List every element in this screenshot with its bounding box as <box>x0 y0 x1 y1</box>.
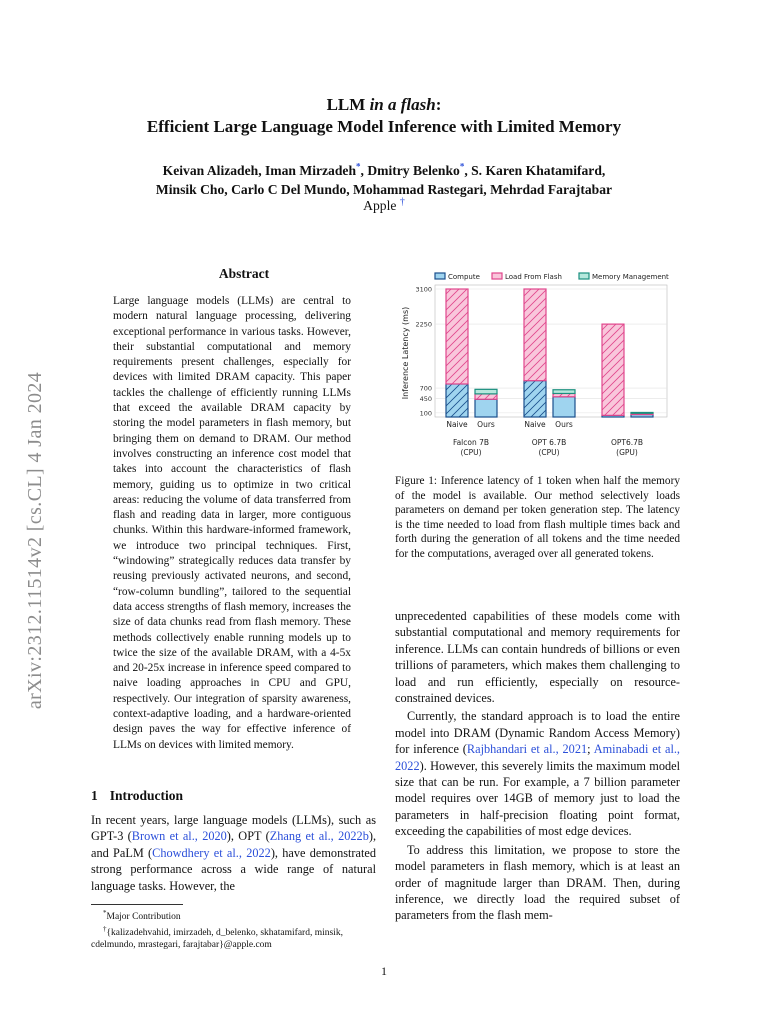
bar-label: Naive <box>524 420 546 429</box>
abstract-body: Large language models (LLMs) are central to modern natural language processing, delivering exceptional performance in various tasks. However, their substantial computational and memory requirements present challenges, especially for devices with limited DRAM capacity. This paper tackles the challenge of efficiently running LLMs that exceed the available DRAM capacity by storing the model parameters in flash memory, but bringing them on demand to DRAM. Our method involves constructing an inference cost model that takes into account the characteristics of flash memory, guiding us to optimize in two critical areas: reducing the volume of data transferred from flash and reading data in larger, more contiguous chunks. Within this hardware-informed framework, we introduce two principal techniques. First, “windowing” strategically reduces data transfer by reusing previously activated neurons, and second, “row-column bundling”, tailored to the sequential data access strengths of flash memory, increases the size of data chunks read from flash memory. These methods collectively enable running models up to twice the size of the available DRAM, with a 4-5x and 20-25x increase in inference speed compared to naive loading approaches in CPU and GPU, respectively. Our integration of sparsity awareness, context-adaptive loading, and a hardware-oriented design paves the way for effective inference of LLMs on devices with limited memory. <box>113 295 351 751</box>
bar-label: Ours <box>555 420 573 429</box>
footnotes <box>91 907 376 951</box>
title-italic: in a flash <box>369 95 436 114</box>
footnote-rule <box>91 904 183 905</box>
figure-1 <box>395 265 685 465</box>
legend-label: Load From Flash <box>505 273 562 281</box>
paragraph: To address this limitation, we propose to store the model parameters in flash memory, which is at least an order of magnitude larger than DRAM. Then, during inference, we directly load the required subset of parameters from the flash mem- <box>395 842 680 923</box>
arxiv-id: arXiv:2312.11514v2 [cs.CL] 4 Jan 2024 <box>24 371 47 709</box>
author-list: Keivan Alizadeh, Iman Mirzadeh*, Dmitry Belenko*, S. Karen Khatamifard, Minsik Cho, Carlo C Del Mundo, Mohammad Rastegari, Mehrdad Farajtabar <box>155 161 613 197</box>
y-tick-label: 450 <box>419 394 432 403</box>
paragraph: unprecedented capabilities of these models come with substantial computational and memory requirements for inference. LLMs can contain hundreds of billions or even trillions of parameters, which makes them challenging to load and run efficiently, especially on resource-constrained devices. <box>395 609 680 706</box>
title-colon: : <box>435 95 442 114</box>
group-label: OPT 6.7B <box>531 438 567 447</box>
legend-swatch <box>492 273 502 279</box>
group-label-device: (CPU) <box>538 448 560 457</box>
footnote-2: †{kalizadehvahid, imirzadeh, d_belenko, skhatamifard, minsik, cdelmundo, mrastegari, farajtabar}@apple.com <box>91 925 343 951</box>
y-tick-label: 700 <box>419 384 432 393</box>
citation-link[interactable]: Aminabadi et al., 2022 <box>395 742 681 773</box>
bar-segment-load-from-flash <box>475 394 497 399</box>
citation-link[interactable]: Chowdhery et al., 2022 <box>152 845 271 860</box>
group-label: OPT6.7B <box>610 438 644 447</box>
bar-segment-load-from-flash <box>524 289 546 381</box>
footnote-1: *Major Contribution <box>103 909 181 923</box>
bar-segment-load-from-flash <box>602 324 624 415</box>
section-number: 1 <box>91 788 98 803</box>
group-label: Falcon 7B <box>452 438 490 447</box>
legend-label: Memory Management <box>592 273 669 281</box>
legend-swatch <box>579 273 589 279</box>
bar-segment-compute <box>475 399 497 417</box>
title-line2: Efficient Large Language Model Inference with Limited Memory <box>146 117 622 136</box>
bar-segment-load-from-flash <box>446 289 468 384</box>
y-tick-label: 3100 <box>415 285 432 294</box>
bar-segment-compute <box>446 384 468 417</box>
paragraph: Currently, the standard approach is to load the entire model into DRAM (Dynamic Random Access Memory) for inference (Rajbhandari et al., 2021; Aminabadi et al., 2022). However, this severely limits the maximum model size that can be run. For example, a 7 billion parameter model requires over 14GB of memory just to load the parameters in half-precision floating point format, exceeding the capabilities of most edge devices. <box>395 709 681 839</box>
y-tick-label: 100 <box>419 409 432 418</box>
affiliation-name: Apple <box>363 198 397 213</box>
arxiv-stamp <box>12 330 60 750</box>
citation-link[interactable]: Zhang et al., 2022b <box>269 829 369 844</box>
author-keivan: Keivan Alizadeh <box>162 163 259 178</box>
plot-frame <box>435 285 667 417</box>
bar-label: Naive <box>446 420 468 429</box>
page-number: 1 <box>381 964 387 978</box>
contribution-mark: * <box>356 161 361 172</box>
right-column-text <box>395 608 680 924</box>
bar-segment-memory-management <box>475 389 497 394</box>
section-title: Introduction <box>109 788 184 803</box>
paper-title <box>0 94 768 138</box>
legend-label: Compute <box>448 273 480 281</box>
citation-link[interactable]: Brown et al., 2020 <box>131 829 227 844</box>
author-iman: Iman Mirzadeh <box>265 163 357 178</box>
affiliation-mark[interactable]: † <box>399 196 405 208</box>
y-tick-label: 2250 <box>415 320 432 329</box>
author-karen: S. Karen Khatamifard, <box>471 163 606 178</box>
group-label-device: (GPU) <box>616 448 638 457</box>
bar-label: Ours <box>477 420 495 429</box>
author-dmitry: Dmitry Belenko <box>367 163 460 178</box>
affiliation <box>0 198 768 214</box>
section-heading-introduction <box>91 788 183 804</box>
bar-segment-compute <box>524 381 546 417</box>
bar-segment-memory-management <box>631 412 653 413</box>
citation-link[interactable]: Rajbhandari et al., 2021 <box>466 742 588 757</box>
abstract-heading: Abstract <box>218 266 270 281</box>
figure-caption: Figure 1: Inference latency of 1 token when half the memory of the model is available. Our method selectively loads parameters on demand per token generation step. The latency is the time needed to load from flash multiple times back and forth during the generation of all tokens and the time needed for the computations, averaged over all generated tokens. <box>395 475 680 560</box>
intro-paragraph: In recent years, large language models (LLMs), such as GPT-3 (Brown et al., 2020), OPT (Zhang et al., 2022b), and PaLM (Chowdhery et al., 2022), have demonstrated strong performance across a wide range of natural language tasks. However, the <box>91 813 377 893</box>
contribution-mark: * <box>459 161 465 172</box>
y-axis-label: Inference Latency (ms) <box>401 306 410 400</box>
latency-chart <box>395 265 685 465</box>
title-part1: LLM <box>326 95 370 114</box>
bar-segment-compute <box>553 397 575 417</box>
legend-swatch <box>435 273 445 279</box>
group-label-device: (CPU) <box>460 448 482 457</box>
authors-line2: Minsik Cho, Carlo C Del Mundo, Mohammad Rastegari, Mehrdad Farajtabar <box>155 182 613 197</box>
bar-segment-memory-management <box>553 390 575 394</box>
